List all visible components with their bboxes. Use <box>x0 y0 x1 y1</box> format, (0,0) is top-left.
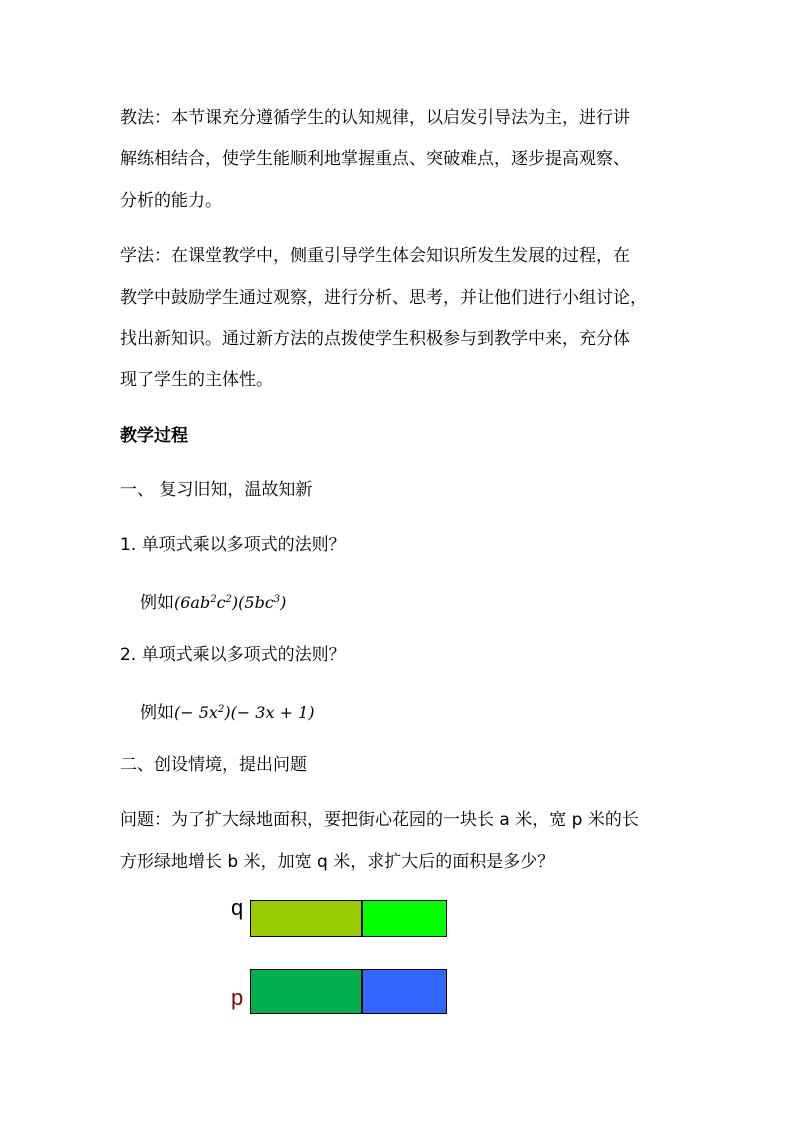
section1-item1: 1. 单项式乘以多项式的法则？ <box>120 535 346 555</box>
example2 <box>140 698 315 725</box>
label-p: p <box>231 985 244 1010</box>
example1-expression: $(6ab^2c^2)(5bc^3)$ <box>174 593 287 612</box>
example1 <box>140 588 286 615</box>
section2-title: 二、创设情境，提出问题 <box>120 755 307 775</box>
teaching-method-line-1: 教法：本节课充分遵循学生的认知规律，以启发引导法为主，进行讲 <box>120 108 630 128</box>
example2-prefix: 例如 <box>140 703 174 723</box>
rect-top-right <box>362 900 447 937</box>
rect-top-left <box>250 900 362 937</box>
garden-diagram <box>220 890 460 1030</box>
teaching-process-heading: 教学过程 <box>120 426 188 446</box>
section1-title: 一、 复习旧知，温故知新 <box>120 480 313 500</box>
rect-bottom-right <box>362 969 447 1014</box>
learning-method-line-1: 学法：在课堂教学中，侧重引导学生体会知识所发生发展的过程，在 <box>120 246 630 266</box>
learning-method-line-4: 现了学生的主体性。 <box>120 370 273 390</box>
problem-line-2: 方形绿地增长 b 米，加宽 q 米，求扩大后的面积是多少？ <box>120 852 555 872</box>
example1-prefix: 例如 <box>140 593 174 613</box>
section1-item2: 2. 单项式乘以多项式的法则？ <box>120 645 346 665</box>
learning-method-line-3: 找出新知识。通过新方法的点拨使学生积极参与到教学中来，充分体 <box>120 329 630 349</box>
example2-expression: (− $5x^2)(- 3x + 1)$ <box>174 703 315 722</box>
learning-method-line-2: 教学中鼓励学生通过观察，进行分析、思考，并让他们进行小组讨论， <box>120 288 647 308</box>
teaching-method-line-3: 分析的能力。 <box>120 191 222 211</box>
rect-bottom-left <box>250 969 362 1014</box>
teaching-method-line-2: 解练相结合，使学生能顺利地掌握重点、突破难点，逐步提高观察、 <box>120 149 630 169</box>
label-q: q <box>231 895 244 920</box>
problem-line-1: 问题：为了扩大绿地面积，要把街心花园的一块长 a 米，宽 p 米的长 <box>120 810 639 830</box>
